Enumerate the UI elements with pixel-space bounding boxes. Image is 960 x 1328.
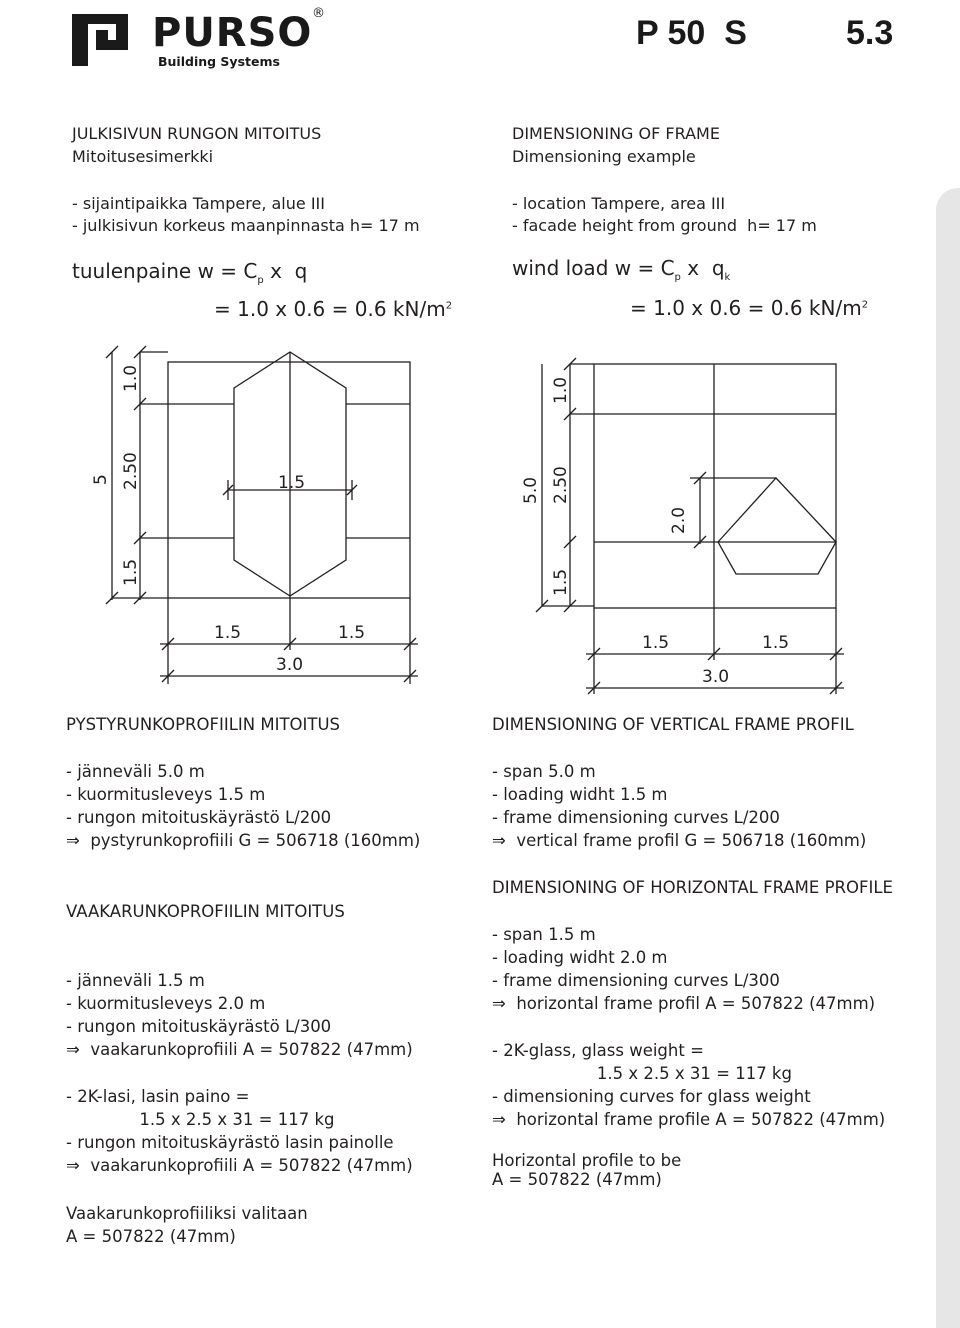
list-item: - kuormitusleveys 1.5 m xyxy=(66,785,266,804)
list-item: ⇒ pystyrunkoprofiili G = 506718 (160mm) xyxy=(66,831,421,850)
conclusion-line: A = 507822 (47mm) xyxy=(492,1170,662,1189)
list-item: ⇒ vaakarunkoprofiili A = 507822 (47mm) xyxy=(66,1156,413,1175)
logo-mark-icon xyxy=(66,6,146,68)
right-subtitle: Dimensioning example xyxy=(512,147,696,166)
right-dim-mid: 2.50 xyxy=(551,466,571,504)
right-dim-inner: 2.0 xyxy=(669,506,689,534)
left-formula: tuulenpaine $w = C_p$ x q xyxy=(72,259,308,286)
list-item: - frame dimensioning curves L/200 xyxy=(492,808,780,827)
list-item: - 2K-lasi, lasin paino = xyxy=(66,1087,250,1106)
right-bullet-2: - facade height from ground h= 17 m xyxy=(512,216,817,235)
right-formula: wind load $w = C_p$ x $q_k$ xyxy=(512,256,731,283)
left-glass-list xyxy=(66,1085,413,1177)
logo-wordmark: PURSO xyxy=(152,10,313,56)
logo-subtitle: Building Systems xyxy=(158,54,280,69)
product-code: P 50 S xyxy=(636,14,747,52)
right-title: DIMENSIONING OF FRAME xyxy=(512,124,720,143)
left-dim-mid: 2.50 xyxy=(121,452,141,490)
conclusion-line: Horizontal profile to be xyxy=(492,1151,682,1170)
list-item: - jänneväli 1.5 m xyxy=(66,971,205,990)
conclusion-line: Vaakarunkoprofiiliksi valitaan xyxy=(66,1204,308,1223)
right-dim-b-total: 3.0 xyxy=(702,667,730,687)
purso-logo xyxy=(66,6,325,72)
left-horizontal-title: VAAKARUNKOPROFIILIN MITOITUS xyxy=(66,902,345,921)
left-vertical-list xyxy=(66,760,420,852)
list-item: 1.5 x 2.5 x 31 = 117 kg xyxy=(492,1064,792,1083)
list-item: - loading widht 1.5 m xyxy=(492,785,668,804)
logo-registered: ® xyxy=(312,6,325,21)
list-item: ⇒ vaakarunkoprofiili A = 507822 (47mm) xyxy=(66,1040,413,1059)
right-formula-result: = 1.0 x 0.6 = 0.6 $kN/m^2$ xyxy=(630,296,869,320)
left-dim-b1: 1.5 xyxy=(214,623,242,643)
right-dim-total: 5.0 xyxy=(521,476,541,504)
right-horizontal-profile xyxy=(718,478,836,574)
left-title: JULKISIVUN RUNGON MITOITUS xyxy=(72,124,322,143)
list-item: - 2K-glass, glass weight = xyxy=(492,1041,704,1060)
list-item: - kuormitusleveys 2.0 m xyxy=(66,994,266,1013)
right-vertical-title: DIMENSIONING OF VERTICAL FRAME PROFIL xyxy=(492,715,854,734)
left-bullet-1: - sijaintipaikka Tampere, alue III xyxy=(72,194,325,213)
list-item: - rungon mitoituskäyrästö L/300 xyxy=(66,1017,332,1036)
list-item: - span 1.5 m xyxy=(492,925,596,944)
list-item: 1.5 x 2.5 x 31 = 117 kg xyxy=(66,1110,335,1129)
right-dim-bottom: 1.5 xyxy=(551,568,571,596)
right-conclusion xyxy=(492,1151,681,1189)
left-subtitle: Mitoitusesimerkki xyxy=(72,147,214,166)
right-dim-top: 1.0 xyxy=(551,376,571,404)
list-item: ⇒ horizontal frame profil A = 507822 (47mm) xyxy=(492,994,876,1013)
list-item: - rungon mitoituskäyrästö L/200 xyxy=(66,808,332,827)
right-vertical-list xyxy=(492,760,866,852)
left-formula-result: = 1.0 x 0.6 = 0.6 $kN/m^2$ xyxy=(214,297,453,321)
list-item: ⇒ vertical frame profil G = 506718 (160mm) xyxy=(492,831,867,850)
left-conclusion xyxy=(66,1202,308,1248)
frame-diagrams xyxy=(0,340,960,700)
conclusion-line: A = 507822 (47mm) xyxy=(66,1227,236,1246)
list-item: ⇒ horizontal frame profile A = 507822 (47mm) xyxy=(492,1110,886,1129)
right-dim-b1: 1.5 xyxy=(642,633,670,653)
list-item: - rungon mitoituskäyrästö lasin painolle xyxy=(66,1133,394,1152)
left-dim-bottom: 1.5 xyxy=(121,558,141,586)
left-dim-top: 1.0 xyxy=(121,364,141,392)
list-item: - jänneväli 5.0 m xyxy=(66,762,205,781)
right-frame-outline xyxy=(594,364,836,608)
right-glass-list xyxy=(492,1039,885,1131)
left-bullet-2: - julkisivun korkeus maanpinnasta h= 17 m xyxy=(72,216,420,235)
left-vertical-title: PYSTYRUNKOPROFIILIN MITOITUS xyxy=(66,715,341,734)
left-dim-total: 5 xyxy=(91,474,111,485)
right-horizontal-list xyxy=(492,923,875,1015)
left-dim-b2: 1.5 xyxy=(338,623,366,643)
right-bullet-1: - location Tampere, area III xyxy=(512,194,726,213)
page-number: 5.3 xyxy=(846,14,894,52)
list-item: - span 5.0 m xyxy=(492,762,596,781)
right-dim-b2: 1.5 xyxy=(762,633,790,653)
left-dim-b-total: 3.0 xyxy=(276,655,304,675)
left-horizontal-list xyxy=(66,969,413,1061)
list-item: - frame dimensioning curves L/300 xyxy=(492,971,780,990)
list-item: - dimensioning curves for glass weight xyxy=(492,1087,811,1106)
left-dim-inner: 1.5 xyxy=(278,473,306,493)
right-horizontal-title: DIMENSIONING OF HORIZONTAL FRAME PROFILE xyxy=(492,878,893,897)
list-item: - loading widht 2.0 m xyxy=(492,948,668,967)
